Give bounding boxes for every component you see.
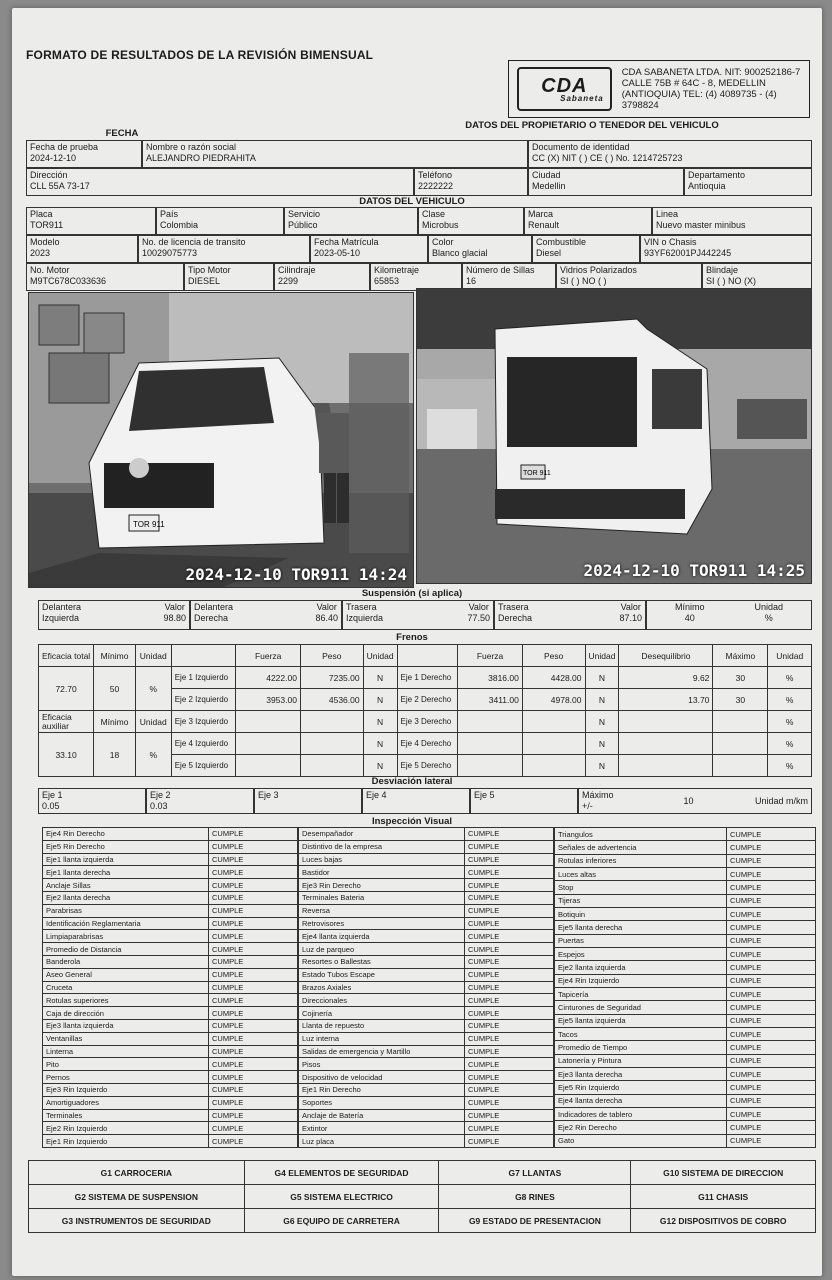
inspeccion-item: Cinturones de Seguridad CUMPLE: [555, 1001, 816, 1014]
vehicle-field-label: No. Motor: [30, 265, 70, 275]
vehicle-field: [556, 263, 702, 291]
inspeccion-item: Luces altas CUMPLE: [555, 867, 816, 880]
vehicle-field: [640, 235, 812, 263]
vehicle-field-value: M9TC678C033636: [30, 276, 107, 286]
front-photo-svg: [29, 293, 414, 588]
inspeccion-item: Latonería y Pintura CUMPLE: [555, 1054, 816, 1067]
vehicle-photo-front: [28, 292, 414, 588]
owner-row-2: [26, 168, 812, 196]
inspeccion-item: Stop CUMPLE: [555, 881, 816, 894]
groups-row: [29, 1161, 816, 1185]
inspeccion-item: Eje2 llanta derecha CUMPLE: [43, 891, 298, 904]
group-label: G11 CHASIS: [631, 1185, 816, 1209]
inspeccion-item: Caja de dirección CUMPLE: [43, 1007, 298, 1020]
inspeccion-item: Resortes o Ballestas CUMPLE: [299, 955, 554, 968]
vehicle-field-value: SI ( ) NO (X): [706, 276, 756, 286]
vehicle-field-label: Placa: [30, 209, 53, 219]
vehicle-field-label: Clase: [422, 209, 446, 219]
inspeccion-item: Eje5 llanta izquierda CUMPLE: [555, 1014, 816, 1027]
departamento-cell: Departamento Antioquia: [684, 168, 812, 196]
desviacion-title: Desviación lateral: [371, 776, 453, 787]
vehicle-photo-rear: [416, 288, 812, 584]
vehicle-field-value: TOR911: [30, 220, 64, 230]
group-label: G9 ESTADO DE PRESENTACION: [439, 1209, 631, 1233]
desviacion-eje: Eje 3: [254, 788, 362, 814]
inspeccion-item: Cruceta CUMPLE: [43, 981, 298, 994]
inspeccion-item: Banderola CUMPLE: [43, 955, 298, 968]
vehicle-field-label: Vidrios Polarizados: [560, 265, 637, 275]
vehicle-field: [138, 235, 310, 263]
inspeccion-item: Terminales Bateria CUMPLE: [299, 891, 554, 904]
vehicle-field-label: Color: [432, 237, 454, 247]
cda-logo-sub: Sabaneta: [560, 94, 604, 103]
group-label: G10 SISTEMA DE DIRECCION: [631, 1161, 816, 1185]
vehicle-field-label: Blindaje: [706, 265, 739, 275]
inspeccion-item: Eje4 llanta izquierda CUMPLE: [299, 930, 554, 943]
vehicle-field-label: Servicio: [288, 209, 321, 219]
vehicle-section-title: DATOS DEL VEHICULO: [359, 196, 465, 207]
susp-del-izq: Delantera Izquierda Valor 98.80: [38, 600, 190, 630]
vehicle-field: [26, 207, 156, 235]
vehicle-field-value: 10029075773: [142, 248, 198, 258]
vehicle-field: [462, 263, 556, 291]
inspeccion-item: Indicadores de tablero CUMPLE: [555, 1107, 816, 1120]
group-label: G1 CARROCERIA: [29, 1161, 245, 1185]
inspeccion-item: Identificación Reglamentaria CUMPLE: [43, 917, 298, 930]
group-label: G8 RINES: [439, 1185, 631, 1209]
inspeccion-item: Señales de advertencia CUMPLE: [555, 841, 816, 854]
vehicle-field: [524, 207, 652, 235]
vehicle-field-label: País: [160, 209, 179, 219]
vehicle-field-label: Combustible: [536, 237, 587, 247]
group-label: G4 ELEMENTOS DE SEGURIDAD: [244, 1161, 439, 1185]
inspeccion-item: Eje4 Rin Izquierdo CUMPLE: [555, 974, 816, 987]
inspeccion-item: Eje5 Rin Izquierdo CUMPLE: [555, 1081, 816, 1094]
inspeccion-item: Luz placa CUMPLE: [299, 1135, 554, 1148]
rear-photo-stamp: 2024-12-10 TOR911 14:25: [583, 561, 805, 580]
groups-table: [28, 1160, 816, 1233]
frenos-row: 72.70 50 % Eje 1 Izquierdo 4222.00 7235.00 N Eje 1 Derecho 3816.00 4428.00 N 9.62 30 %: [39, 667, 812, 689]
desviacion-eje: Eje 5: [470, 788, 578, 814]
eficacia-total-header: Eficacia total: [39, 645, 94, 667]
inspeccion-item: Parabrisas CUMPLE: [43, 904, 298, 917]
inspeccion-item: Soportes CUMPLE: [299, 1096, 554, 1109]
vehicle-row-2: [26, 235, 812, 263]
inspeccion-item: Limpiaparabrisas CUMPLE: [43, 930, 298, 943]
group-label: G2 SISTEMA DE SUSPENSION: [29, 1185, 245, 1209]
inspeccion-item: Promedio de Distancia CUMPLE: [43, 943, 298, 956]
desviacion-row: [38, 788, 812, 814]
documento-cell: Documento de identidad CC (X) NIT ( ) CE ( ) No. 1214725723: [528, 140, 812, 168]
inspeccion-item: Llanta de repuesto CUMPLE: [299, 1019, 554, 1032]
desviacion-eje: Eje 1 0.05: [38, 788, 146, 814]
vehicle-field-value: Nuevo master minibus: [656, 220, 746, 230]
vehicle-field: [418, 207, 524, 235]
fecha-header: FECHA: [105, 128, 139, 139]
vehicle-field-label: Cilindraje: [278, 265, 316, 275]
vehicle-field: [274, 263, 370, 291]
inspeccion-item: Eje4 llanta derecha CUMPLE: [555, 1094, 816, 1107]
vehicle-field-value: 93YF62001PJ442245: [644, 248, 732, 258]
group-label: G6 EQUIPO DE CARRETERA: [244, 1209, 439, 1233]
susp-del-der: Delantera Derecha Valor 86.40: [190, 600, 342, 630]
frenos-title: Frenos: [396, 632, 428, 643]
vehicle-field-label: Fecha Matrícula: [314, 237, 379, 247]
vehicle-field: [310, 235, 428, 263]
vehicle-field-value: 2299: [278, 276, 299, 286]
inspeccion-item: Rotulas inferiores CUMPLE: [555, 854, 816, 867]
inspeccion-item: Anclaje de Batería CUMPLE: [299, 1109, 554, 1122]
inspeccion-item: Luces bajas CUMPLE: [299, 853, 554, 866]
vehicle-field-value: DIESEL: [188, 276, 221, 286]
owner-section-title: DATOS DEL PROPIETARIO O TENEDOR DEL VEHICULO: [465, 120, 719, 131]
vehicle-field-value: 2023-05-10: [314, 248, 361, 258]
inspeccion-item: Rotulas superiores CUMPLE: [43, 994, 298, 1007]
vehicle-field: [702, 263, 812, 291]
inspeccion-item: Eje3 llanta derecha CUMPLE: [555, 1067, 816, 1080]
front-plate: TOR 911: [133, 520, 165, 529]
vehicle-row-1: [26, 207, 812, 235]
vehicle-row-3: [26, 263, 812, 291]
vehicle-field-value: 16: [466, 276, 477, 286]
vehicle-field: [532, 235, 640, 263]
desviacion-maximo: Máximo +/- 10 Unidad m/km: [578, 788, 812, 814]
vehicle-field-value: Colombia: [160, 220, 199, 230]
frenos-row: Eje 2 Izquierdo 3953.00 4536.00 N Eje 2 Derecho 3411.00 4978.00 N 13.70 30 %: [39, 689, 812, 711]
inspeccion-item: Eje1 Rin Derecho CUMPLE: [299, 1083, 554, 1096]
inspeccion-item: Botiquin CUMPLE: [555, 907, 816, 920]
inspeccion-item: Puertas CUMPLE: [555, 934, 816, 947]
groups-row: [29, 1209, 816, 1233]
vehicle-field: [428, 235, 532, 263]
vehicle-field: [156, 207, 284, 235]
frenos-row: 33.10 18 % Eje 4 Izquierdo N Eje 4 Derecho N %: [39, 733, 812, 755]
rear-plate: TOR 911: [523, 470, 551, 477]
vehicle-field: [184, 263, 274, 291]
vehicle-field-value: Diesel: [536, 248, 562, 258]
document-page: [12, 8, 822, 1276]
vehicle-field: [26, 235, 138, 263]
direccion-cell: Dirección CLL 55A 73-17: [26, 168, 414, 196]
inspeccion-item: Eje2 Rin Derecho CUMPLE: [555, 1121, 816, 1134]
inspeccion-item: Eje1 llanta izquierda CUMPLE: [43, 853, 298, 866]
inspeccion-item: Gato CUMPLE: [555, 1134, 816, 1147]
frenos-table: Eficacia total Mínimo Unidad Fuerza Peso Unidad Fuerza Peso Unidad Desequilibrio Máximo Unidad 72.70 50 % Eje 1 Izquierdo 4222.00 7235.00 N Eje 1 Derecho 3816.00 4428.00 N 9.62 30 % Eje 2 Izquierdo 3953.00 4536.00 N Eje 2 Derecho 3411.00 4978.00 N 13.70 30 % Eficacia auxiliar Mínimo Unidad Eje 3 Izquierdo N Eje 3 Derecho N % 33.10 18 % Eje 4 Izquierdo N Eje 4 Derecho N % Eje 5 Izquierdo N Eje 5 Derecho N %: [38, 644, 812, 777]
inspeccion-item: Eje3 llanta izquierda CUMPLE: [43, 1019, 298, 1032]
inspeccion-item: Eje2 llanta izquierda CUMPLE: [555, 961, 816, 974]
suspension-row: [38, 600, 812, 630]
inspeccion-item: Eje4 Rin Derecho CUMPLE: [43, 828, 298, 841]
inspeccion-item: Desempañador CUMPLE: [299, 828, 554, 841]
inspeccion-item: Promedio de Tiempo CUMPLE: [555, 1041, 816, 1054]
inspeccion-grid: [42, 827, 816, 1148]
vehicle-field-value: 2023: [30, 248, 51, 258]
inspeccion-item: Espejos CUMPLE: [555, 947, 816, 960]
vehicle-field-value: Blanco glacial: [432, 248, 488, 258]
inspeccion-item: Salidas de emergencia y Martillo CUMPLE: [299, 1045, 554, 1058]
inspeccion-item: Linterna CUMPLE: [43, 1045, 298, 1058]
inspeccion-item: Terminales CUMPLE: [43, 1109, 298, 1122]
inspeccion-item: Eje2 Rin Izquierdo CUMPLE: [43, 1122, 298, 1135]
inspeccion-item: Bastidor CUMPLE: [299, 866, 554, 879]
inspeccion-item: Tacos CUMPLE: [555, 1027, 816, 1040]
inspeccion-item: Eje5 Rin Derecho CUMPLE: [43, 840, 298, 853]
inspeccion-item: Distintivo de la empresa CUMPLE: [299, 840, 554, 853]
inspeccion-item: Aseo General CUMPLE: [43, 968, 298, 981]
susp-tra-der: Trasera Derecha Valor 87.10: [494, 600, 646, 630]
inspeccion-item: Estado Tubos Escape CUMPLE: [299, 968, 554, 981]
desviacion-eje: Eje 4: [362, 788, 470, 814]
inspeccion-item: Eje1 llanta derecha CUMPLE: [43, 866, 298, 879]
frenos-row: Eje 5 Izquierdo N Eje 5 Derecho N %: [39, 755, 812, 777]
vehicle-field-label: No. de licencia de transito: [142, 237, 246, 247]
inspeccion-item: Amortiguadores CUMPLE: [43, 1096, 298, 1109]
inspeccion-item: Tijeras CUMPLE: [555, 894, 816, 907]
inspeccion-item: Eje3 Rin Izquierdo CUMPLE: [43, 1083, 298, 1096]
group-label: G7 LLANTAS: [439, 1161, 631, 1185]
susp-minimo: Mínimo 40 Unidad %: [646, 600, 812, 630]
inspeccion-item: Anclaje Sillas CUMPLE: [43, 879, 298, 892]
inspeccion-item: Triangulos CUMPLE: [555, 828, 816, 841]
cda-info: CDA SABANETA LTDA. NIT: 900252186-7 CALLE 75B # 64C - 8, MEDELLIN (ANTIOQUIA) TEL: (4) 4089735 - (4) 3798824: [621, 67, 801, 111]
inspeccion-title: Inspección Visual: [371, 816, 453, 827]
vehicle-field-label: Tipo Motor: [188, 265, 231, 275]
inspeccion-item: Eje1 Rin Izquierdo CUMPLE: [43, 1135, 298, 1148]
susp-tra-izq: Trasera Izquierda Valor 77.50: [342, 600, 494, 630]
vehicle-field-label: Modelo: [30, 237, 60, 247]
inspeccion-item: Eje5 llanta derecha CUMPLE: [555, 921, 816, 934]
vehicle-field: [26, 263, 184, 291]
front-photo-stamp: 2024-12-10 TOR911 14:24: [185, 565, 407, 584]
vehicle-field-label: Linea: [656, 209, 679, 219]
cda-logo-text: CDA: [541, 75, 588, 97]
vehicle-field-label: Kilometraje: [374, 265, 420, 275]
fecha-prueba-cell: Fecha de prueba 2024-12-10: [26, 140, 142, 168]
inspeccion-item: Eje3 Rin Derecho CUMPLE: [299, 879, 554, 892]
telefono-cell: Teléfono 2222222: [414, 168, 528, 196]
vehicle-field-value: Público: [288, 220, 318, 230]
inspeccion-item: Pernos CUMPLE: [43, 1071, 298, 1084]
inspeccion-item: Cojinería CUMPLE: [299, 1007, 554, 1020]
owner-row-1: [26, 140, 812, 168]
ciudad-cell: Ciudad Medellin: [528, 168, 684, 196]
rear-photo-svg: [417, 289, 812, 584]
vehicle-field-label: Marca: [528, 209, 554, 219]
inspeccion-item: Extintor CUMPLE: [299, 1122, 554, 1135]
vehicle-field-value: SI ( ) NO ( ): [560, 276, 607, 286]
cda-logo: [517, 67, 612, 111]
vehicle-field: [284, 207, 418, 235]
cda-header-box: [508, 60, 810, 118]
group-label: G5 SISTEMA ELECTRICO: [244, 1185, 439, 1209]
suspension-title: Suspensión (si aplica): [361, 588, 463, 599]
frenos-row: Eficacia auxiliar Mínimo Unidad Eje 3 Izquierdo N Eje 3 Derecho N %: [39, 711, 812, 733]
inspeccion-item: Retrovisores CUMPLE: [299, 917, 554, 930]
vehicle-field-label: Número de Sillas: [466, 265, 535, 275]
inspeccion-item: Pisos CUMPLE: [299, 1058, 554, 1071]
vehicle-field: [652, 207, 812, 235]
inspeccion-item: Reversa CUMPLE: [299, 904, 554, 917]
inspeccion-item: Tapicería CUMPLE: [555, 987, 816, 1000]
desviacion-eje: Eje 2 0.03: [146, 788, 254, 814]
group-label: G12 DISPOSITIVOS DE COBRO: [631, 1209, 816, 1233]
vehicle-field-value: Microbus: [422, 220, 459, 230]
inspeccion-item: Ventanillas CUMPLE: [43, 1032, 298, 1045]
inspeccion-item: Pito CUMPLE: [43, 1058, 298, 1071]
inspeccion-item: Direccionales CUMPLE: [299, 994, 554, 1007]
vehicle-field: [370, 263, 462, 291]
groups-row: [29, 1185, 816, 1209]
nombre-cell: Nombre o razón social ALEJANDRO PIEDRAHITA: [142, 140, 528, 168]
inspeccion-item: Luz interna CUMPLE: [299, 1032, 554, 1045]
inspeccion-item: Dispositivo de velocidad CUMPLE: [299, 1071, 554, 1084]
vehicle-field-label: VIN o Chasis: [644, 237, 697, 247]
group-label: G3 INSTRUMENTOS DE SEGURIDAD: [29, 1209, 245, 1233]
document-title: FORMATO DE RESULTADOS DE LA REVISIÓN BIMENSUAL: [26, 48, 374, 62]
inspeccion-item: Brazos Axiales CUMPLE: [299, 981, 554, 994]
vehicle-field-value: 65853: [374, 276, 400, 286]
vehicle-field-value: Renault: [528, 220, 560, 230]
inspeccion-item: Luz de parqueo CUMPLE: [299, 943, 554, 956]
